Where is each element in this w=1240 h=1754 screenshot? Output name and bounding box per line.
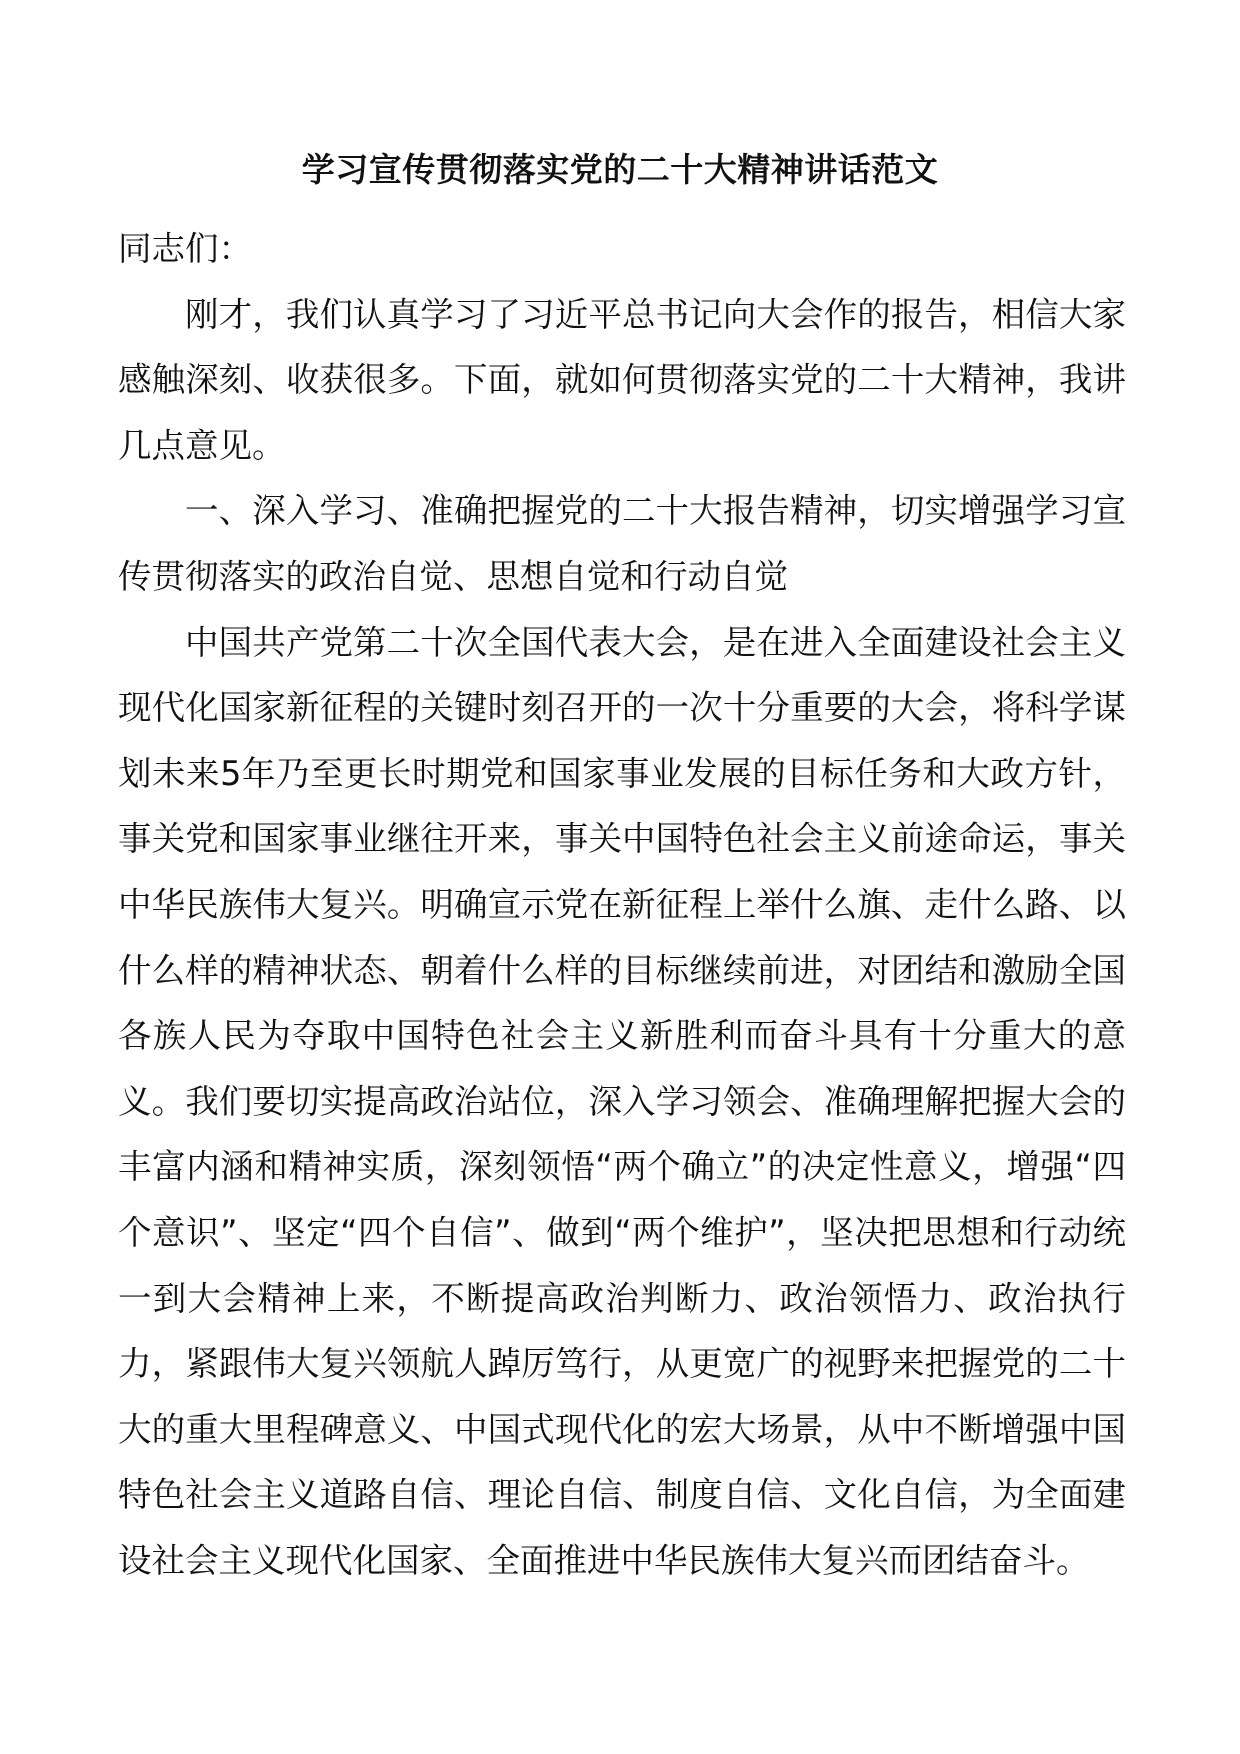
salutation: 同志们：: [118, 229, 252, 268]
paragraph-intro: 刚才，我们认真学习了习近平总书记向大会作的报告，相信大家感触深刻、收获很多。下面，就如何贯彻落实党的二十大精神，我讲几点意见。: [118, 294, 1126, 465]
section-heading-one: 一、深入学习、准确把握党的二十大报告精神，切实增强学习宣传贯彻落实的政治自觉、思想自觉和行动自觉: [118, 491, 1126, 596]
document-title: 学习宣传贯彻落实党的二十大精神讲话范文: [301, 150, 939, 189]
paragraph-body: 中国共产党第二十次全国代表大会，是在进入全面建设社会主义现代化国家新征程的关键时刻召开的一次十分重要的大会，将科学谋划未来5年乃至更长时期党和国家事业发展的目标任务和大政方针，事关党和国家事业继往开来，事关中国特色社会主义前途命运，事关中华民族伟大复兴。明确宣示党在新征程上举什么旗、走什么路、以什么样的精神状态、朝着什么样的目标继续前进，对团结和激励全国各族人民为夺取中国特色社会主义新胜利而奋斗具有十分重大的意义。我们要切实提高政治站位，深入学习领会、准确理解把握大会的丰富内涵和精神实质，深刻领悟“两个确立”的决定性意义，增强“四个意识”、坚定“四个自信”、做到“两个维护”，坚决把思想和行动统一到大会精神上来，不断提高政治判断力、政治领悟力、政治执行力，紧跟伟大复兴领航人踔厉笃行，从更宽广的视野来把握党的二十大的重大里程碑意义、中国式现代化的宏大场景，从中不断增强中国特色社会主义道路自信、理论自信、制度自信、文化自信，为全面建设社会主义现代化国家、全面推进中华民族伟大复兴而团结奋斗。: [118, 622, 1126, 1580]
document-body: [118, 216, 1126, 1593]
